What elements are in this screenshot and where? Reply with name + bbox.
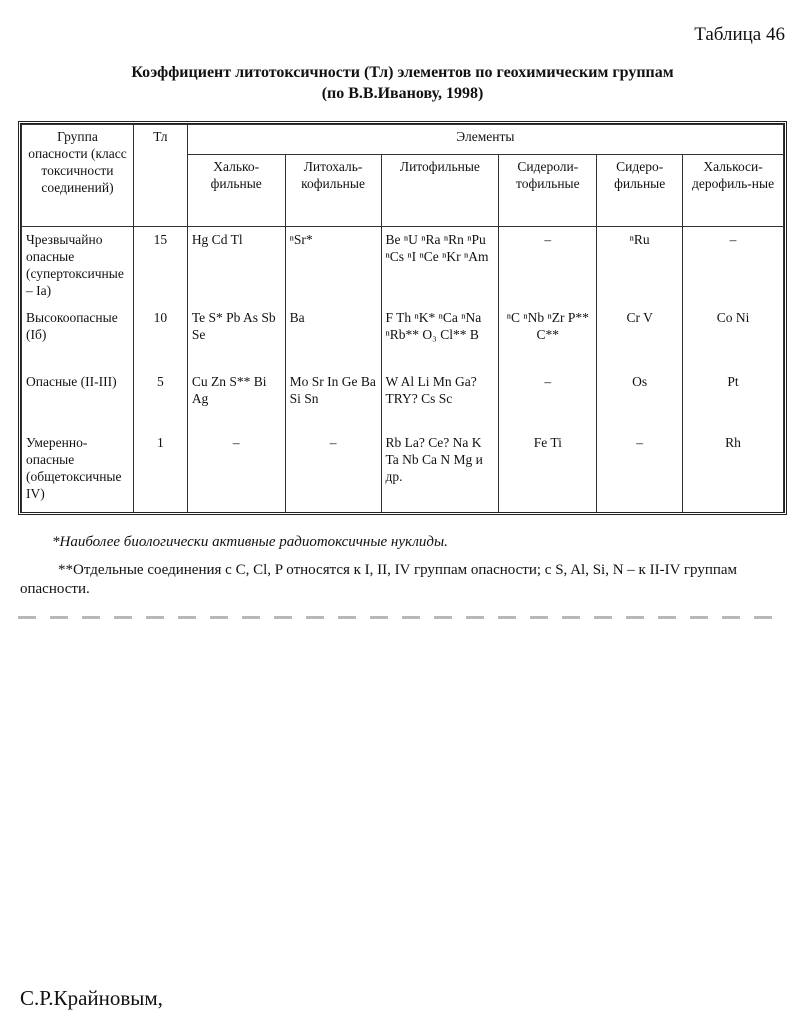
cell-lithochalcophile: ⁿSr* [285, 227, 381, 306]
title-line-1: Коэффициент литотоксичности (Тл) элементов по геохимическим группам [131, 64, 674, 81]
cell-siderolithophile: Fe Ti [499, 430, 597, 512]
row-group: Высокоопасные (Iб) [22, 305, 134, 369]
table-row [22, 369, 784, 430]
table-row [22, 430, 784, 512]
cell-lithophile: F Th ⁿK* ⁿCa ⁿNa ⁿRb** O₃ Cl** B [381, 305, 499, 369]
cell-chalcophile: Te S* Pb As Sb Se [187, 305, 285, 369]
row-tl: 10 [133, 305, 187, 369]
cell-siderophile: Cr V [597, 305, 683, 369]
cell-chalcosiderophile: – [683, 227, 784, 306]
cell-siderophile: – [597, 430, 683, 512]
cell-lithophile: Be ⁿU ⁿRa ⁿRn ⁿPu ⁿCs ⁿI ⁿCe ⁿKr ⁿAm [381, 227, 499, 306]
table-number-label: Таблица 46 [694, 24, 785, 45]
header-chalcophile: Халько-фильные [187, 155, 285, 227]
cell-lithophile: W Al Li Mn Ga? TRY? Cs Sc [381, 369, 499, 430]
footnote-radiotoxic: *Наиболее биологически активные радиотоксичные нуклиды. [52, 534, 448, 550]
header-lithophile: Литофильные [381, 155, 499, 227]
cell-siderolithophile: ⁿC ⁿNb ⁿZr P** C** [499, 305, 597, 369]
cell-siderolithophile: – [499, 369, 597, 430]
row-group: Чрезвычайно опасные (супертоксичные – Iа) [22, 227, 134, 306]
header-siderophile: Сидеро-фильные [597, 155, 683, 227]
table-row [22, 305, 784, 369]
cell-lithochalcophile: Mo Sr In Ge Ba Si Sn [285, 369, 381, 430]
cell-siderophile: ⁿRu [597, 227, 683, 306]
cell-lithochalcophile: – [285, 430, 381, 512]
cell-chalcosiderophile: Rh [683, 430, 784, 512]
header-group: Группа опасности (класс токсичности соединений) [22, 125, 134, 227]
header-lithochalcophile: Литохаль-кофильные [285, 155, 381, 227]
row-group: Умеренно-опасные (общетоксичные IV) [22, 430, 134, 512]
footnote-compounds: **Отдельные соединения с C, Cl, P относятся к I, II, IV группам опасности; с S, Al, Si, N – к II-IV группам опасности. [20, 562, 738, 597]
row-tl: 1 [133, 430, 187, 512]
cell-chalcophile: – [187, 430, 285, 512]
toxicity-table [21, 124, 784, 512]
cell-chalcosiderophile: Pt [683, 369, 784, 430]
row-group: Опасные (II-III) [22, 369, 134, 430]
table-title [0, 62, 805, 104]
row-tl: 15 [133, 227, 187, 306]
cell-chalcophile: Hg Cd Tl [187, 227, 285, 306]
cell-lithochalcophile: Ba [285, 305, 381, 369]
cell-siderolithophile: – [499, 227, 597, 306]
table-frame [18, 121, 787, 515]
row-tl: 5 [133, 369, 187, 430]
table-row [22, 227, 784, 306]
header-elements: Элементы [187, 125, 783, 155]
cell-chalcophile: Cu Zn S** Bi Ag [187, 369, 285, 430]
header-siderolithophile: Сидероли-тофильные [499, 155, 597, 227]
header-tl: Тл [133, 125, 187, 227]
title-line-2: (по В.В.Иванову, 1998) [321, 85, 484, 102]
cell-chalcosiderophile: Co Ni [683, 305, 784, 369]
page-divider [18, 616, 786, 619]
bottom-fragment-text: С.Р.Крайновым, [20, 986, 163, 1010]
header-chalcosiderophile: Халькоси-дерофиль-ные [683, 155, 784, 227]
cell-siderophile: Os [597, 369, 683, 430]
cell-lithophile: Rb La? Ce? Na K Ta Nb Ca N Mg и др. [381, 430, 499, 512]
